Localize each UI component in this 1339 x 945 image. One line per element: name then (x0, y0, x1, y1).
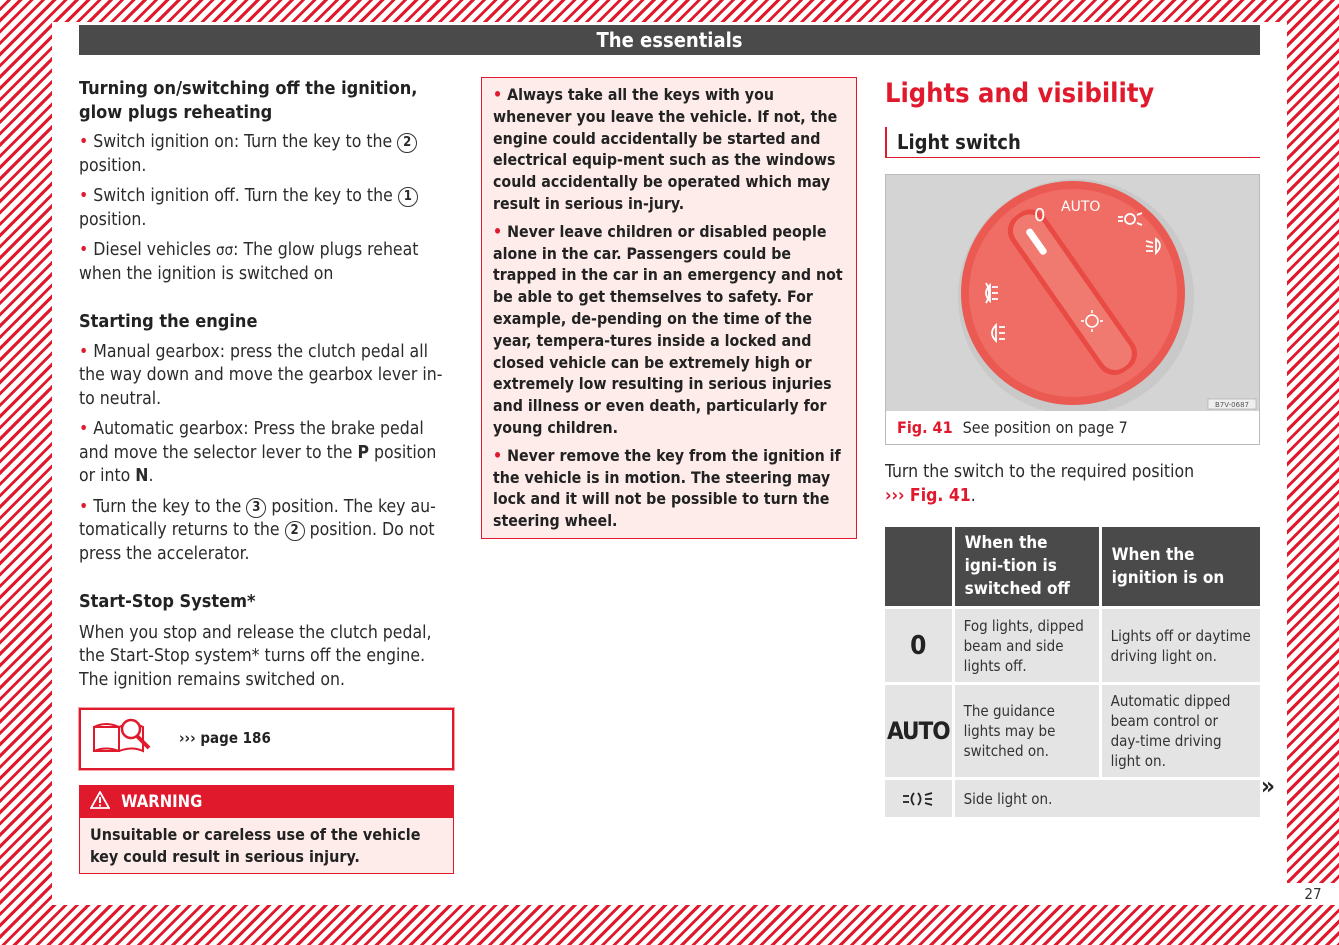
light-switch-image (886, 175, 1259, 411)
bullet (79, 497, 93, 517)
dial-auto-label: AUTO (1061, 199, 1101, 215)
position-1-badge: 1 (398, 187, 418, 207)
section-title: Lights and visibility (885, 78, 1155, 109)
warning-children-item: • Never leave children or disabled people alone in the car. Passengers could be trapped in the car in an emergency and not be able to get themselves to safety. For example, de-pending on the time of the year, tempera-tures inside a locked and closed vehicle can be extremely high or extremely low resulting in serious injuries and illness or even death, particularly for young children. (493, 221, 845, 439)
figure-label: Fig. 41 (897, 418, 953, 437)
table-header-ignition-off: When the igni-tion is switched off (955, 527, 1102, 606)
warning-text: Unsuitable or careless use of the vehicle key could result in serious injury. (90, 825, 421, 866)
warning-header: WARNING (80, 786, 453, 818)
start-stop-heading: Start-Stop System* (79, 591, 256, 612)
figure-code: B7V-0687 (1215, 401, 1249, 409)
ignition-on-item: • Switch ignition on: Turn the key to the 2 position. (79, 131, 454, 178)
table-header-ignition-on: When the ignition is on (1102, 527, 1260, 606)
position-3-badge: 3 (246, 498, 266, 518)
bullet (79, 419, 93, 439)
figure-41 (885, 174, 1260, 445)
diesel-item: • Diesel vehicles σσ: The glow plugs reheat when the ignition is switched on (79, 239, 454, 286)
glow-plug-icon: σσ (216, 241, 234, 259)
starting-engine-heading: Starting the engine (79, 311, 258, 332)
light-positions-table (885, 527, 1260, 817)
warning-remove-key-item: • Never remove the key from the ignition if the vehicle is in motion. The steering may lock and it will not be possible to turn the steering wheel. (493, 445, 845, 532)
page-number: 27 (1287, 883, 1339, 905)
bullet (493, 222, 507, 241)
start-stop-text: When you stop and release the clutch pedal, the Start-Stop system* turns off the engine. The ignition remains switched on. (79, 622, 432, 690)
table-header-symbol (885, 527, 955, 606)
figure-caption: Fig. 41 See position on page 7 (897, 418, 1128, 437)
chapter-header: The essentials (79, 25, 1260, 55)
light-switch-heading: Light switch (885, 127, 1260, 158)
ignition-heading: Turning on/switching off the ignition, glow plugs reheating (79, 78, 418, 123)
bullet (79, 132, 93, 152)
bullet (493, 446, 507, 465)
right-column (885, 77, 1260, 817)
warning-triangle-icon (90, 792, 115, 811)
book-magnifier-icon (91, 715, 153, 763)
middle-column (481, 77, 857, 539)
light-switch-intro: Turn the switch to the required position ››› Fig. 41. (885, 462, 1195, 506)
continued-indicator: » (1261, 772, 1275, 800)
cell-off: Fog lights, dipped beam and side lights off. (955, 606, 1102, 682)
table-row (885, 682, 1260, 777)
figure-41-link[interactable]: ››› Fig. 41 (885, 485, 971, 506)
cell-on: Automatic dipped beam control or day-time driving light on. (1102, 682, 1260, 777)
table-row (885, 606, 1260, 682)
page-reference-box[interactable] (79, 708, 454, 770)
bullet (493, 85, 507, 104)
warning-keys-item: • Always take all the keys with you whenever you leave the vehicle. If not, the engine could accidentally be started and electrical equip-ment such as the windows could accidentally be operated which may result in serious in-jury. (493, 84, 845, 215)
dial-zero-label: 0 (1034, 205, 1046, 226)
position-2-badge: 2 (285, 521, 305, 541)
page-186-link[interactable]: ››› page 186 (179, 729, 271, 748)
symbol-zero: 0 (885, 606, 955, 682)
symbol-auto: AUTO (885, 682, 955, 777)
bullet (79, 342, 93, 362)
turn-key-item: • Turn the key to the 3 position. The key au-tomatically returns to the 2 position. Do not press the accelerator. (79, 496, 454, 567)
ignition-off-item: • Switch ignition off. Turn the key to the 1 position. (79, 185, 454, 232)
cell-side-light: Side light on. (955, 777, 1260, 817)
cell-on: Lights off or daytime driving light on. (1102, 606, 1260, 682)
table-row (885, 777, 1260, 817)
left-column (79, 77, 454, 874)
manual-gearbox-item: • Manual gearbox: press the clutch pedal all the way down and move the gearbox lever in-to neutral. (79, 341, 454, 412)
bullet (79, 240, 93, 260)
position-2-badge: 2 (397, 133, 417, 153)
warning-box (79, 785, 454, 874)
side-light-icon (885, 777, 955, 817)
automatic-gearbox-item: • Automatic gearbox: Press the brake pedal and move the selector lever to the P position or into N. (79, 418, 454, 489)
cell-off: The guidance lights may be switched on. (955, 682, 1102, 777)
warning-continuation-box (481, 77, 857, 539)
bullet (79, 186, 93, 206)
